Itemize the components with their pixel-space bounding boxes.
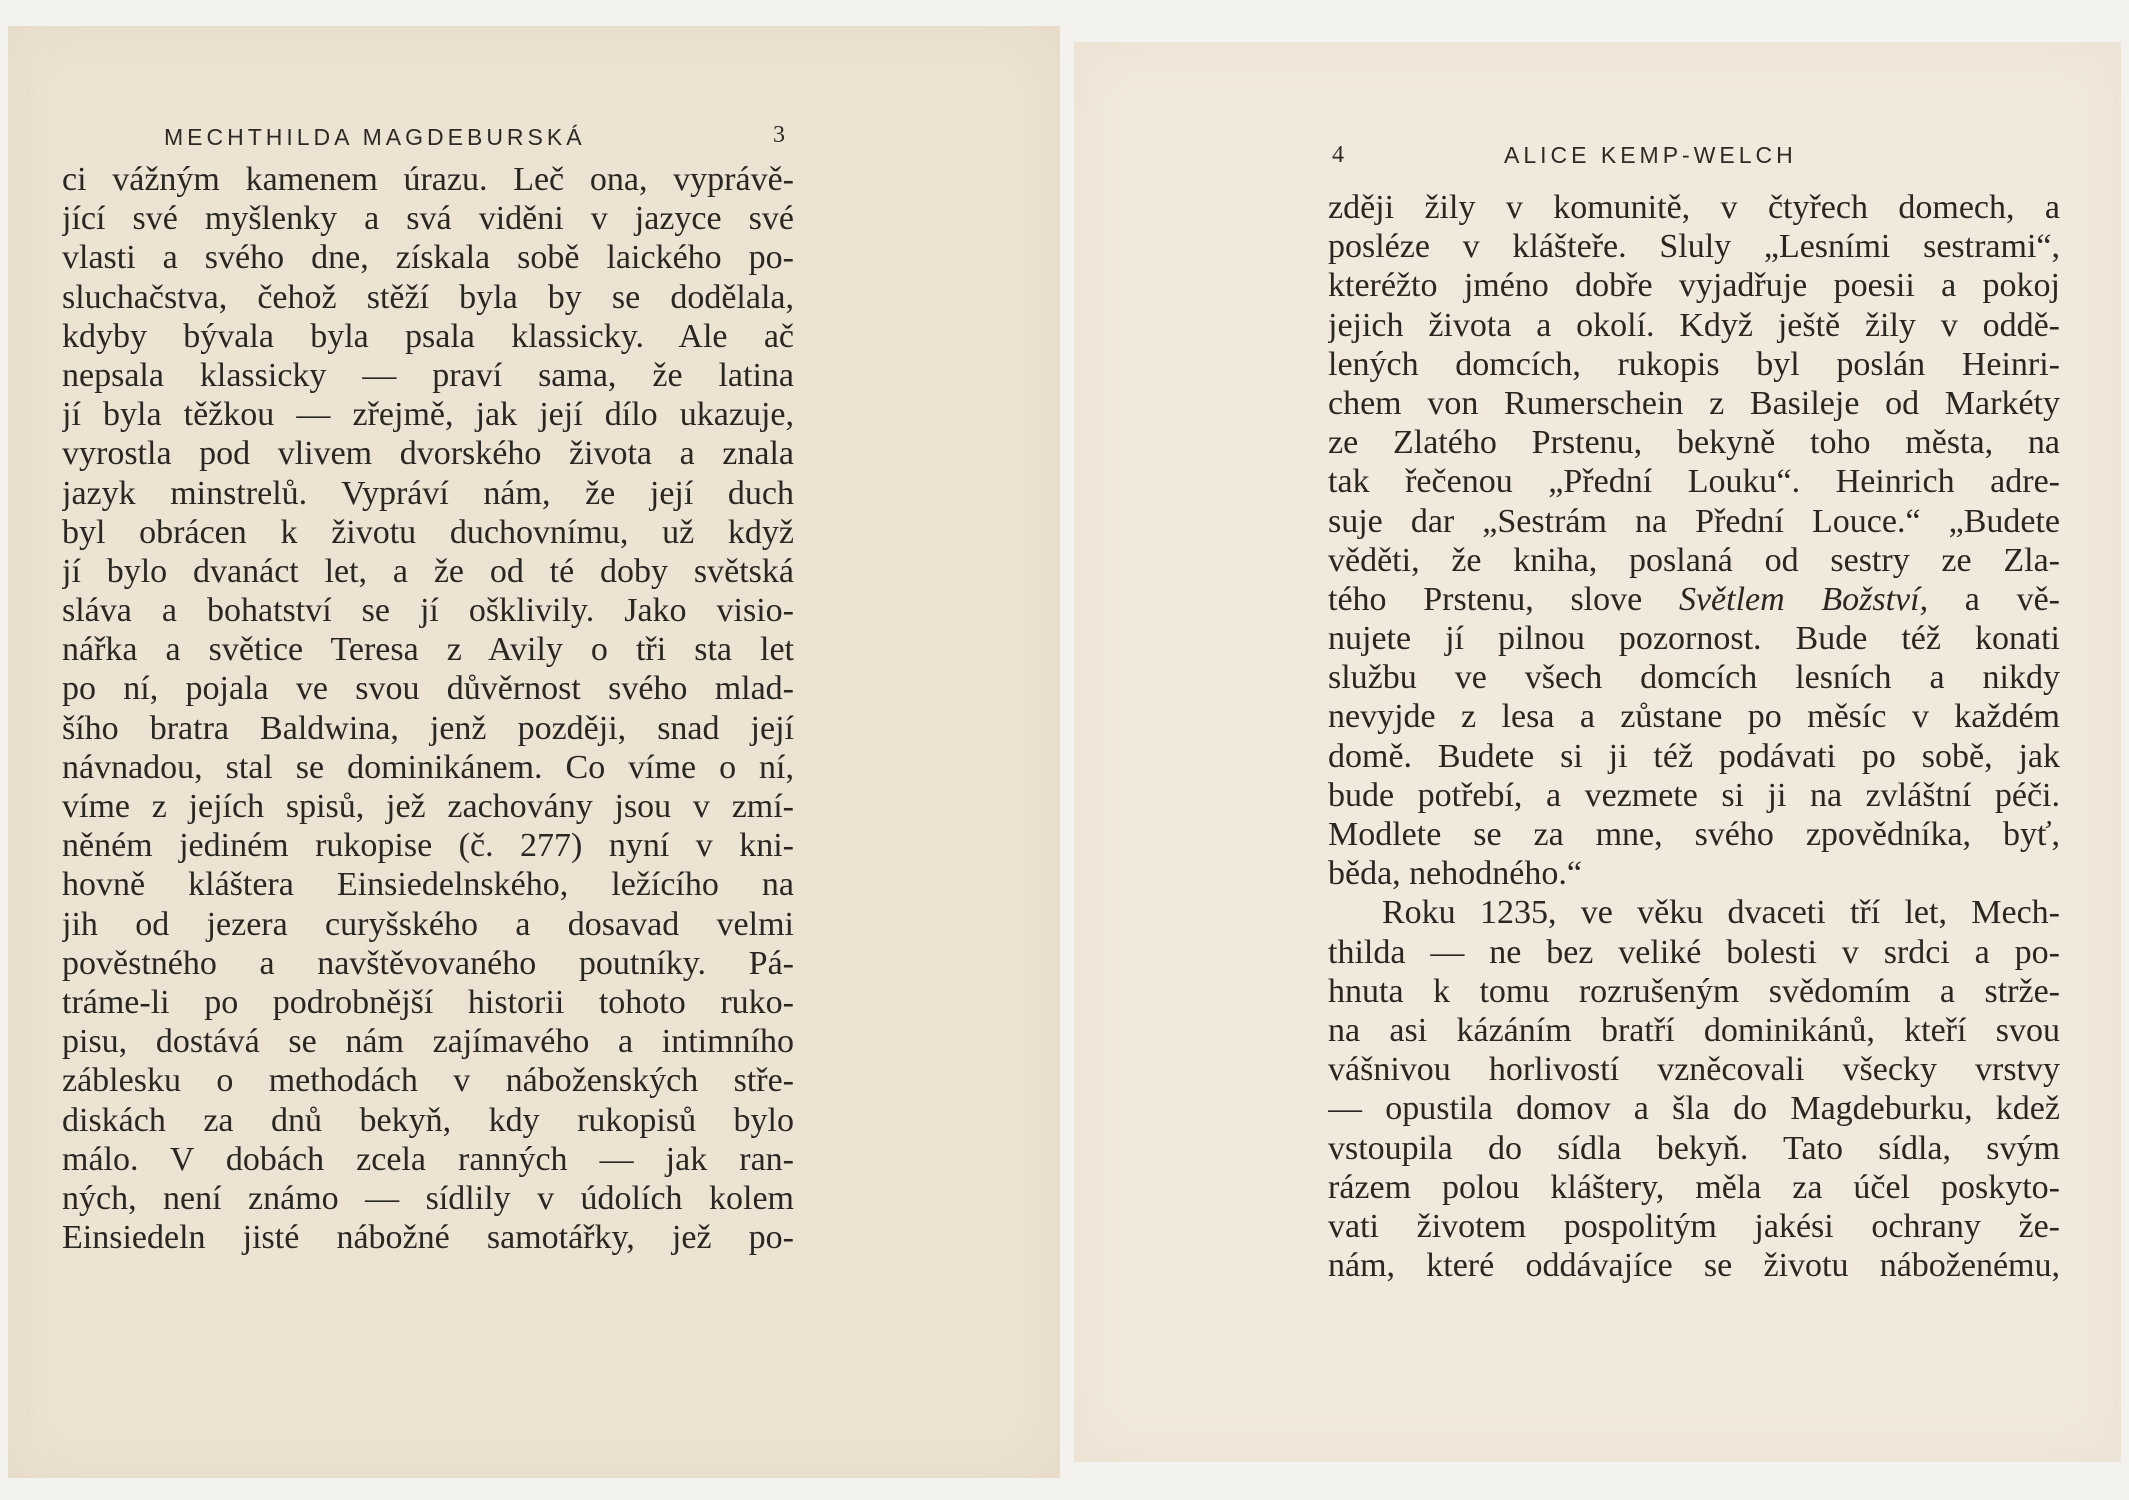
text-line: vyrostla pod vlivem dvorského života a znala (62, 435, 794, 473)
text-line: ci vážným kamenem úrazu. Leč ona, vyprávě- (62, 161, 794, 198)
text-line: jící své myšlenky a svá viděni v jazyce své (62, 200, 794, 238)
text-line: lených domcích, rukopis byl poslán Heinri- (1328, 345, 2060, 383)
running-head-left: MECHTHILDA MAGDEBURSKÁ (164, 124, 586, 150)
text-line: vati životem pospolitým jakési ochrany že- (1328, 1207, 2060, 1245)
page-number-right: 4 (1332, 142, 1344, 168)
text-line: Roku 1235, ve věku dvaceti tří let, Mech- (1382, 894, 2060, 932)
text-line: běda, nehodného.“ (1328, 855, 1582, 893)
text-line: sluchačstva, čehož stěží byla by se dodělala, (62, 278, 794, 316)
text-line: tak řečenou „Přední Louku“. Heinrich adre- (1328, 463, 2060, 501)
text-line: hnuta k tomu rozrušeným svědomím a strže- (1328, 972, 2060, 1010)
text-line: vlasti a svého dne, získala sobě laického po- (62, 239, 794, 277)
text-line: Einsiedeln jisté nábožné samotářky, jež po- (62, 1219, 794, 1257)
text-line: hovně kláštera Einsiedelnského, ležícího na (62, 866, 794, 904)
text-line: tráme-li po podrobnější historii tohoto ruko- (62, 983, 794, 1021)
left-page (8, 26, 1060, 1478)
running-head-right: ALICE KEMP-WELCH (1504, 142, 1797, 168)
text-line: vášnivou horlivostí vzněcovali všecky vrstvy (1328, 1051, 2060, 1089)
text-line: šího bratra Baldwina, jenž později, snad její (62, 709, 794, 747)
text-line: zději žily v komunitě, v čtyřech domech, a (1328, 189, 2060, 226)
text-line: suje dar „Sestrám na Přední Louce.“ „Budete (1328, 502, 2060, 540)
left-body-text (62, 160, 794, 1257)
text-line: nevyjde z lesa a zůstane po měsíc v každém (1328, 698, 2060, 736)
text-line: pověstného a navštěvovaného poutníky. Pá- (62, 944, 794, 982)
text-line: byl obrácen k životu duchovnímu, už když (62, 513, 794, 551)
text-line-mixed (1328, 580, 2060, 619)
text-line: diskách za dnů bekyň, kdy rukopisů bylo (62, 1101, 794, 1139)
text-line: nářka a světice Teresa z Avily o tři sta let (62, 631, 794, 669)
text-line: po ní, pojala ve svou důvěrnost svého mlad- (62, 670, 794, 708)
italic-title: Světlem Božství, (1678, 580, 1929, 618)
text-line: nujete jí pilnou pozornost. Bude též konati (1328, 620, 2060, 658)
text-line: něném jediném rukopise (č. 277) nyní v kni- (62, 827, 794, 865)
text-line: jejich života a okolí. Když ještě žily v oddě- (1328, 306, 2060, 344)
right-body-text (1328, 188, 2060, 1285)
text-line: jih od jezera curyšského a dosavad velmi (62, 905, 794, 943)
text-line: ných, není známo — sídlily v údolích kolem (62, 1179, 794, 1217)
text-line: jí byla těžkou — zřejmě, jak její dílo ukazuje, (62, 396, 794, 434)
text-line: ze Zlatého Prstenu, bekyně toho města, na (1328, 424, 2060, 462)
text-line: rázem polou kláštery, měla za účel poskyto- (1328, 1168, 2060, 1206)
text-line: víme z jejích spisů, jež zachovány jsou v zmí- (62, 788, 794, 825)
page-number-left: 3 (773, 122, 785, 148)
text-line: Modlete se za mne, svého zpovědníka, byť, (1328, 816, 2060, 853)
text-line: domě. Budete si ji též podávati po sobě, jak (1328, 737, 2060, 775)
text-line: kdyby bývala byla psala klassicky. Ale ač (62, 317, 794, 355)
text-line: chem von Rumerschein z Basileje od Markéty (1328, 384, 2060, 422)
text-line: jí bylo dvanáct let, a že od té doby světská (62, 552, 794, 590)
text-line: — opustila domov a šla do Magdeburku, kdež (1328, 1090, 2060, 1128)
text-line: jazyk minstrelů. Vypráví nám, že její duch (62, 474, 794, 512)
text-line: vstoupila do sídla bekyň. Tato sídla, svým (1328, 1129, 2060, 1167)
text-line: na asi kázáním bratří dominikánů, kteří svou (1328, 1011, 2060, 1049)
right-page (1074, 42, 2121, 1462)
text-line: sláva a bohatství se jí ošklivily. Jako visio- (62, 592, 794, 630)
text-line: návnadou, stal se dominikánem. Co víme o ní, (62, 748, 794, 786)
text-line: kteréžto jméno dobře vyjadřuje poesii a pokoj (1328, 267, 2060, 305)
text-line: záblesku o methodách v náboženských stře- (62, 1062, 794, 1100)
text-segment: tého Prstenu, slove (1328, 580, 1643, 618)
text-line: nám, které oddávajíce se životu náboženému, (1328, 1247, 2060, 1285)
text-line: posléze v klášteře. Sluly „Lesními sestrami“, (1328, 228, 2060, 266)
text-line: málo. V dobách zcela ranných — jak ran- (62, 1140, 794, 1178)
text-line: nepsala klassicky — praví sama, že latina (62, 356, 794, 394)
text-segment: a vě- (1964, 580, 2060, 618)
text-line: věděti, že kniha, poslaná od sestry ze Zla- (1328, 541, 2060, 579)
text-line: službu ve všech domcích lesních a nikdy (1328, 659, 2060, 697)
text-line: pisu, dostává se nám zajímavého a intimního (62, 1023, 794, 1061)
text-line: thilda — ne bez veliké bolesti v srdci a po- (1328, 933, 2060, 971)
text-line: bude potřebí, a vezmete si ji na zvláštní péči. (1328, 776, 2060, 814)
